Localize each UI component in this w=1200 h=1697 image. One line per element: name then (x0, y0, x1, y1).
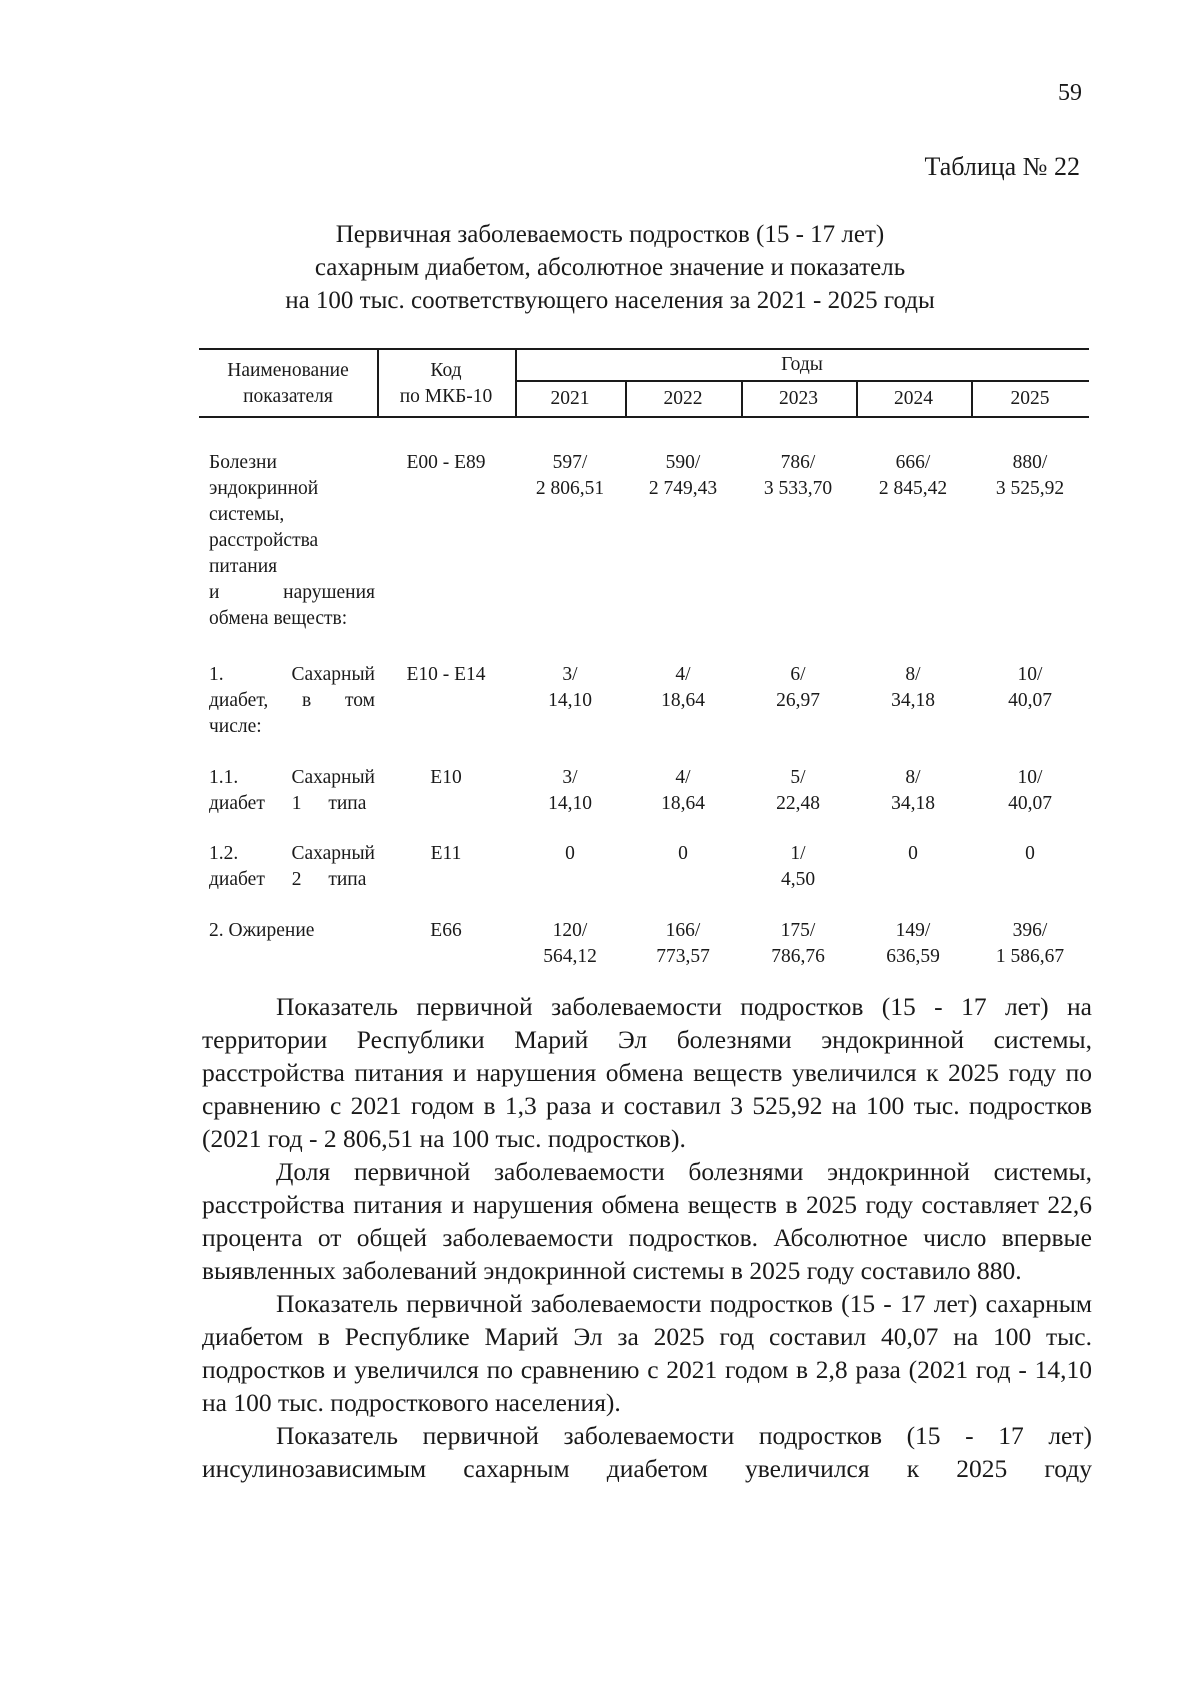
header-code-col (377, 358, 515, 410)
row-name (209, 918, 375, 944)
value-count: 8/ (905, 664, 921, 685)
row-name-line: системы, (209, 504, 285, 525)
value-rate: 786,76 (771, 946, 825, 967)
row-value-2024 (858, 450, 968, 502)
row-value-2024 (858, 918, 968, 970)
value-rate: 40,07 (1008, 690, 1052, 711)
value-count: 5/ (790, 767, 806, 788)
value-rate: 14,10 (548, 690, 592, 711)
value-count: 120/ (552, 920, 588, 941)
value-rate: 26,97 (776, 690, 820, 711)
value-rate: 2 806,51 (535, 478, 605, 499)
row-value-2022 (628, 918, 738, 970)
row-value-2022 (628, 662, 738, 714)
row-code: Е11 (430, 843, 462, 864)
value-rate: 14,10 (548, 793, 592, 814)
row-code: Е10 (430, 767, 462, 788)
value-rate: 3 525,92 (995, 478, 1065, 499)
value-rate: 18,64 (661, 793, 705, 814)
paragraph: Показатель первичной заболеваемости подростков (15 - 17 лет) сахарным диабетом в Республике Марий Эл за 2025 год составил 40,07 на 100 тыс. подростков и увеличился по сравнению с 2021 годом в 2,8 раза (2021 год - 14,10 на 100 тыс. подросткового населения). (202, 1289, 1092, 1417)
title-line: Первичная заболеваемость подростков (15 - 17 лет) (335, 221, 885, 248)
value-count: 8/ (905, 767, 921, 788)
header-name-col (199, 358, 377, 410)
body-text (202, 990, 1092, 1485)
row-value-2024 (858, 662, 968, 714)
value-rate: 564,12 (543, 946, 597, 967)
value-rate: 4,50 (780, 869, 816, 890)
value-rate: 773,57 (656, 946, 710, 967)
header-year: 2024 (894, 388, 933, 409)
value-count: 6/ (790, 664, 806, 685)
value-count: 3/ (562, 767, 578, 788)
row-value-2023 (743, 841, 853, 893)
paragraph: Доля первичной заболеваемости болезнями эндокринной системы, расстройства питания и нарушения обмена веществ в 2025 году составляет 22,6 процента от общей заболеваемости подростков. Абсолютное число впервые выявленных заболеваний эндокринной системы в 2025 году составило 880. (202, 1157, 1092, 1285)
row-value-2023 (743, 450, 853, 502)
row-name-line: 2. Ожирение (209, 920, 315, 941)
row-name-line: и нарушения (209, 582, 375, 603)
title-line: на 100 тыс. соответствующего населения за 2021 - 2025 годы (285, 287, 935, 314)
row-name-line: 1. Сахарный (209, 664, 375, 685)
row-value-2021 (515, 765, 625, 817)
row-name (209, 662, 375, 740)
value-count: 3/ (562, 664, 578, 685)
row-name-line: расстройства (209, 530, 319, 551)
value-rate: 2 845,42 (878, 478, 948, 499)
value-count: 175/ (780, 920, 816, 941)
row-name (209, 841, 375, 893)
row-name-line: диабет, в том (209, 690, 375, 711)
row-value-2025 (975, 662, 1085, 714)
row-value-2022 (628, 841, 738, 867)
row-code: Е00 - Е89 (406, 452, 486, 473)
header-code-line: по МКБ-10 (399, 386, 493, 407)
page-number: 59 (1058, 80, 1082, 106)
paragraph: Показатель первичной заболеваемости подростков (15 - 17 лет) инсулинозависимым сахарным диабетом увеличился к 2025 году (202, 1421, 1092, 1483)
value-count: 0 (1025, 843, 1035, 864)
row-name-line: эндокринной (209, 478, 319, 499)
row-value-2021 (515, 918, 625, 970)
value-count: 0 (908, 843, 918, 864)
value-rate: 1 586,67 (995, 946, 1065, 967)
row-code: Е10 - Е14 (406, 664, 486, 685)
value-count: 880/ (1012, 452, 1048, 473)
header-year: 2025 (1010, 388, 1050, 409)
table-top-rule (199, 348, 1089, 350)
value-count: 149/ (895, 920, 931, 941)
header-year: 2023 (779, 388, 818, 409)
row-code: Е66 (430, 920, 462, 941)
header-name-line: Наименование (227, 360, 349, 381)
row-value-2025 (975, 841, 1085, 867)
value-count: 666/ (895, 452, 931, 473)
value-rate: 3 533,70 (763, 478, 833, 499)
row-value-2024 (858, 841, 968, 867)
value-count: 0 (565, 843, 575, 864)
value-count: 786/ (780, 452, 816, 473)
value-count: 1/ (790, 843, 806, 864)
value-count: 590/ (665, 452, 701, 473)
row-name-line: диабет 2 типа (209, 869, 367, 890)
table-number: Таблица № 22 (924, 152, 1080, 181)
row-name (209, 765, 375, 817)
row-value-2024 (858, 765, 968, 817)
row-value-2021 (515, 450, 625, 502)
table-title (200, 218, 1020, 317)
header-year: 2021 (550, 388, 590, 409)
row-name-line: числе: (209, 716, 262, 737)
row-name-line: Болезни (209, 452, 277, 473)
row-value-2025 (975, 765, 1085, 817)
value-count: 597/ (552, 452, 588, 473)
row-name-line: 1.2. Сахарный (209, 843, 375, 864)
row-value-2023 (743, 662, 853, 714)
value-rate: 22,48 (776, 793, 820, 814)
row-value-2022 (628, 450, 738, 502)
value-rate: 34,18 (891, 690, 935, 711)
value-count: 10/ (1017, 767, 1043, 788)
years-rule (515, 380, 1089, 382)
row-name (209, 450, 375, 632)
title-line: сахарным диабетом, абсолютное значение и показатель (314, 254, 906, 281)
value-count: 166/ (665, 920, 701, 941)
value-rate: 40,07 (1008, 793, 1052, 814)
value-rate: 34,18 (891, 793, 935, 814)
value-count: 0 (678, 843, 688, 864)
value-count: 396/ (1012, 920, 1048, 941)
header-bottom-rule (199, 416, 1089, 418)
row-value-2021 (515, 841, 625, 867)
row-value-2022 (628, 765, 738, 817)
value-count: 4/ (675, 767, 691, 788)
value-count: 10/ (1017, 664, 1043, 685)
header-code-line: Код (430, 360, 462, 381)
row-value-2021 (515, 662, 625, 714)
value-rate: 2 749,43 (648, 478, 718, 499)
header-year: 2022 (663, 388, 703, 409)
header-years-label: Годы (781, 354, 823, 375)
row-name-line: обмена веществ: (209, 608, 348, 629)
row-name-line: питания (209, 556, 278, 577)
row-name-line: 1.1. Сахарный (209, 767, 375, 788)
row-name-line: диабет 1 типа (209, 793, 367, 814)
paragraph: Показатель первичной заболеваемости подростков (15 - 17 лет) на территории Республики Марий Эл болезнями эндокринной системы, расстройства питания и нарушения обмена веществ увеличился к 2025 году по сравнению с 2021 годом в 1,3 раза и составил 3 525,92 на 100 тыс. подростков (2021 год - 2 806,51 на 100 тыс. подростков). (202, 992, 1092, 1153)
header-name-line: показателя (243, 386, 333, 407)
row-value-2023 (743, 918, 853, 970)
row-value-2025 (975, 918, 1085, 970)
value-rate: 18,64 (661, 690, 705, 711)
value-rate: 636,59 (886, 946, 940, 967)
row-value-2023 (743, 765, 853, 817)
value-count: 4/ (675, 664, 691, 685)
row-value-2025 (975, 450, 1085, 502)
